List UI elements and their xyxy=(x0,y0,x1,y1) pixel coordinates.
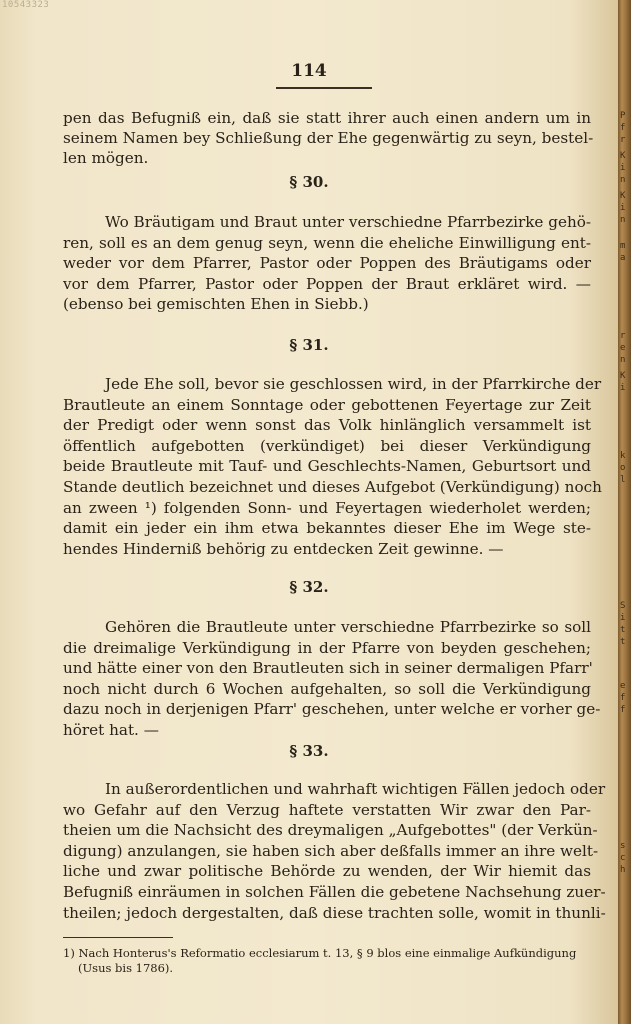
text-line: digung) anzulangen, sie haben sich aber deßfalls immer an ihre welt- xyxy=(63,841,599,860)
text-line: theien um die Nachsicht des dreymaligen „Aufgebottes" (der Verkün- xyxy=(63,821,598,840)
text-line: und hätte einer von den Brautleuten sich in seiner dermaligen Pfarr' xyxy=(63,659,593,677)
text-line: vor dem Pfarrer, Pastor oder Poppen der Braut erkläret wird. — xyxy=(63,274,591,293)
text-line: seinem Namen bey Schließung der Ehe gegenwärtig zu seyn, bestel- xyxy=(63,129,594,147)
section-heading: § 31. xyxy=(289,336,329,354)
text-line: liche und zwar politische Behörde zu wenden, der Wir hiemit das xyxy=(63,862,591,881)
edge-fragment: Kin xyxy=(620,191,626,225)
text-line: der Predigt oder wenn sonst das Volk hinlänglich versammelt ist xyxy=(63,416,591,435)
footnote-line: 1) Nach Honterus's Reformatio ecclesiarum t. 13, § 9 blos eine einmalige Aufkündigung xyxy=(63,946,577,960)
text-line: höret hat. — xyxy=(63,720,159,739)
text-line: dazu noch in derjenigen Pfarr' geschehen, unter welche er vorher ge- xyxy=(63,700,601,718)
text-line: hendes Hinderniß behörig zu entdecken Zeit gewinne. — xyxy=(63,539,504,558)
edge-fragment: Pfr xyxy=(620,111,626,145)
text-line: pen das Befugniß ein, daß sie statt ihrer auch einen andern um in xyxy=(63,109,591,127)
text-line: In außerordentlichen und wahrhaft wichtigen Fällen jedoch oder xyxy=(105,780,606,798)
text-line: Befugniß einräumen in solchen Fällen die gebetene Nachsehung zuer- xyxy=(63,883,606,901)
section-heading: § 32. xyxy=(289,578,329,596)
text-line: damit ein jeder ein ihm etwa bekanntes dieser Ehe im Wege ste- xyxy=(63,519,591,538)
text-line: wo Gefahr auf den Verzug haftete verstatten Wir zwar den Par- xyxy=(63,800,591,819)
text-line: ren, soll es an dem genug seyn, wenn die eheliche Einwilligung ent- xyxy=(63,233,591,252)
text-line: die dreimalige Verkündigung in der Pfarre von beyden geschehen; xyxy=(63,638,591,657)
page-number-rule xyxy=(276,87,372,89)
text-line: weder vor dem Pfarrer, Pastor oder Poppen des Bräutigams oder xyxy=(63,254,591,273)
text-line: Brautleute an einem Sonntage oder gebottenen Feyertage zur Zeit xyxy=(63,395,591,414)
text-line: Jede Ehe soll, bevor sie geschlossen wird, in der Pfarrkirche der xyxy=(105,375,602,393)
catalog-id: 10543323 xyxy=(2,0,50,10)
section-heading: § 30. xyxy=(289,173,329,191)
text-line: len mögen. xyxy=(63,149,149,167)
footnote-rule xyxy=(63,937,173,938)
text-line: Stande deutlich bezeichnet und dieses Aufgebot (Verkündigung) noch xyxy=(63,478,602,496)
text-line: öffentlich aufgebotten (verkündiget) bei dieser Verkündigung xyxy=(63,436,591,455)
edge-fragment: kol xyxy=(620,451,626,485)
text-line: theilen; jedoch dergestalten, daß diese trachten solle, womit in thunli- xyxy=(63,903,606,922)
text-line: noch nicht durch 6 Wochen aufgehalten, so soll die Verkündigung xyxy=(63,679,591,698)
page-number: 114 xyxy=(291,61,327,81)
footnote-line: (Usus bis 1786). xyxy=(78,961,174,975)
section-heading: § 33. xyxy=(289,742,329,760)
edge-fragment: ma xyxy=(620,241,626,263)
edge-fragment: Kin xyxy=(620,151,626,185)
text-line: beide Brautleute mit Tauf- und Geschlechts-Namen, Geburtsort und xyxy=(63,457,591,476)
edge-fragment: Ki xyxy=(620,371,626,393)
edge-fragment: ren xyxy=(620,331,626,365)
text-line: Wo Bräutigam und Braut unter verschiedne Pfarrbezirke gehö- xyxy=(105,213,591,231)
text-line: Gehören die Brautleute unter verschiedne Pfarrbezirke so soll xyxy=(105,618,591,636)
edge-fragment: Sitt xyxy=(620,601,626,647)
edge-fragment: eff xyxy=(620,681,626,715)
text-line: (ebenso bei gemischten Ehen in Siebb.) xyxy=(63,295,369,314)
text-line: an zween ¹) folgenden Sonn- und Feyertagen wiederholet werden; xyxy=(63,498,591,517)
edge-fragment: sch xyxy=(620,841,626,875)
